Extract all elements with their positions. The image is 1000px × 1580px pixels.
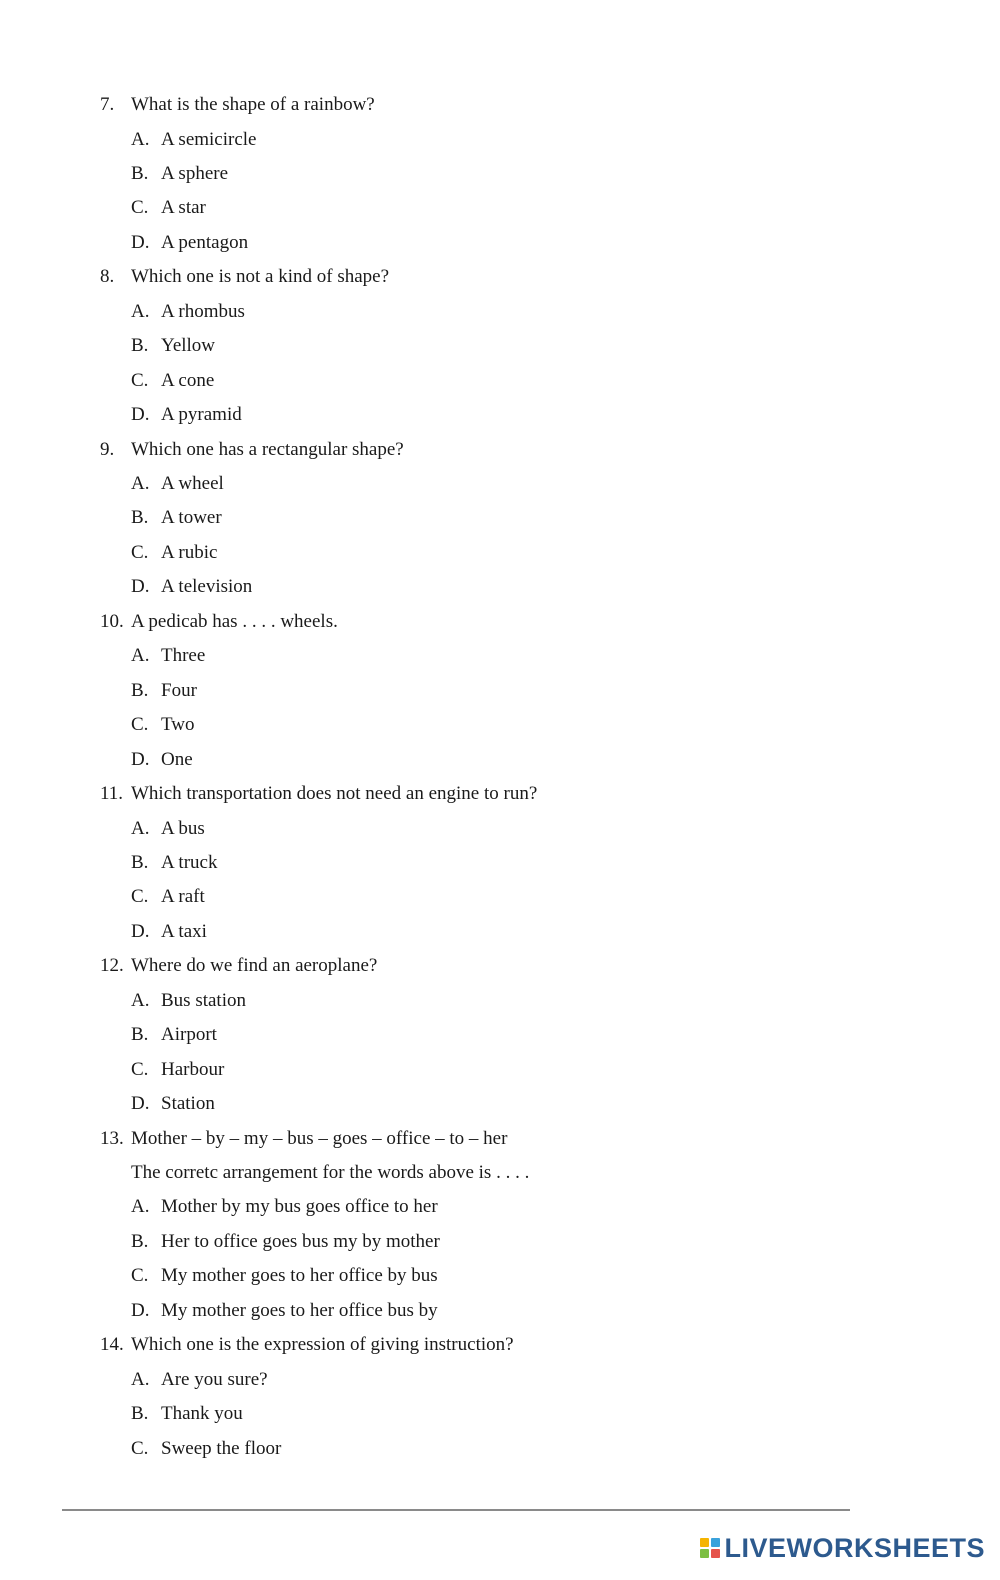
question-line: [100, 610, 338, 634]
option-letter: B.: [131, 507, 149, 529]
answer-option[interactable]: [131, 1058, 224, 1082]
answer-option[interactable]: [131, 334, 215, 358]
question-text: A pedicab has . . . . wheels.: [131, 610, 338, 632]
option-text: A truck: [161, 851, 218, 873]
option-text: Harbour: [161, 1058, 225, 1080]
option-letter: C.: [131, 1058, 149, 1080]
liveworksheets-logo[interactable]: [700, 1532, 985, 1564]
answer-option[interactable]: [131, 162, 228, 186]
option-letter: D.: [131, 1093, 150, 1115]
answer-option[interactable]: [131, 1230, 440, 1254]
option-text: Two: [161, 714, 195, 736]
option-letter: C.: [131, 369, 149, 391]
question-text: Which one is not a kind of shape?: [131, 266, 390, 288]
option-letter: A.: [131, 817, 150, 839]
answer-option[interactable]: [131, 748, 193, 772]
answer-option[interactable]: [131, 128, 257, 152]
option-letter: B.: [131, 1403, 149, 1425]
option-letter: D.: [131, 576, 150, 598]
question-line: [100, 265, 389, 289]
option-text: One: [161, 748, 193, 770]
option-letter: A.: [131, 1368, 150, 1390]
logo-text: LIVEWORKSHEETS: [724, 1532, 985, 1563]
question-number: 9.: [100, 438, 115, 460]
answer-option[interactable]: [131, 679, 197, 703]
option-letter: C.: [131, 1437, 149, 1459]
option-text: A bus: [161, 817, 205, 839]
logo-block: [700, 1538, 709, 1547]
answer-option[interactable]: [131, 231, 248, 255]
option-letter: A.: [131, 645, 150, 667]
answer-option[interactable]: [131, 1368, 268, 1392]
option-letter: A.: [131, 989, 150, 1011]
answer-option[interactable]: [131, 1023, 217, 1047]
answer-option[interactable]: [131, 575, 252, 599]
question-line: [100, 93, 375, 117]
question-subtext: The corretc arrangement for the words above is . . . .: [131, 1162, 530, 1183]
option-text: Her to office goes bus my by mother: [161, 1230, 440, 1252]
logo-blocks-icon: [700, 1538, 720, 1558]
option-text: A semicircle: [161, 128, 257, 150]
option-text: Airport: [161, 1024, 217, 1046]
footer-divider: [62, 1509, 850, 1511]
answer-option[interactable]: [131, 817, 205, 841]
option-text: Station: [161, 1093, 215, 1115]
option-text: Mother by my bus goes office to her: [161, 1196, 438, 1218]
question-line: [100, 782, 537, 806]
question-number: 11.: [100, 783, 124, 804]
option-letter: D.: [131, 1299, 150, 1321]
option-letter: C.: [131, 541, 149, 563]
option-letter: B.: [131, 851, 149, 873]
question-number: 13.: [100, 1127, 124, 1149]
answer-option[interactable]: [131, 196, 206, 220]
option-text: A wheel: [161, 473, 224, 494]
option-letter: A.: [131, 128, 150, 150]
question-subtext-line: [131, 1161, 529, 1185]
option-text: A pentagon: [161, 231, 249, 253]
question-number: 10.: [100, 610, 124, 632]
option-text: A rubic: [161, 541, 218, 563]
question-line: [100, 1333, 514, 1357]
option-text: Three: [161, 645, 206, 667]
option-text: A cone: [161, 369, 215, 391]
option-text: A television: [161, 576, 253, 598]
question-text: What is the shape of a rainbow?: [131, 94, 375, 115]
answer-option[interactable]: [131, 1299, 438, 1323]
question-text: Mother – by – my – bus – goes – office – to – her: [131, 1127, 508, 1149]
answer-option[interactable]: [131, 541, 217, 565]
option-letter: B.: [131, 335, 149, 357]
answer-option[interactable]: [131, 472, 224, 496]
answer-option[interactable]: [131, 713, 195, 737]
answer-option[interactable]: [131, 1195, 438, 1219]
option-letter: C.: [131, 197, 149, 219]
question-line: [100, 1127, 507, 1151]
option-text: A taxi: [161, 920, 207, 942]
option-text: A star: [161, 197, 206, 219]
question-line: [100, 954, 377, 978]
option-letter: D.: [131, 231, 150, 253]
option-text: Bus station: [161, 989, 246, 1011]
option-letter: B.: [131, 1024, 149, 1046]
answer-option[interactable]: [131, 403, 242, 427]
option-letter: B.: [131, 1230, 149, 1252]
logo-block: [700, 1549, 709, 1558]
option-letter: A.: [131, 1196, 150, 1218]
question-number: 14.: [100, 1334, 124, 1356]
answer-option[interactable]: [131, 851, 217, 875]
option-letter: D.: [131, 920, 150, 942]
option-letter: B.: [131, 679, 149, 701]
option-text: Thank you: [161, 1403, 243, 1425]
option-letter: C.: [131, 714, 149, 736]
option-letter: B.: [131, 162, 149, 184]
option-text: Four: [161, 679, 197, 701]
option-text: Yellow: [161, 335, 216, 357]
option-letter: A.: [131, 473, 150, 494]
answer-option[interactable]: [131, 369, 214, 393]
option-letter: C.: [131, 886, 149, 908]
question-line: [100, 438, 404, 462]
option-text: A tower: [161, 507, 222, 529]
answer-option[interactable]: [131, 989, 246, 1013]
option-text: A rhombus: [161, 300, 245, 322]
question-text: Which one has a rectangular shape?: [131, 438, 404, 460]
answer-option[interactable]: [131, 1402, 243, 1426]
option-text: My mother goes to her office by bus: [161, 1265, 438, 1287]
logo-block: [711, 1538, 720, 1547]
option-text: A pyramid: [161, 404, 242, 426]
question-number: 12.: [100, 955, 124, 977]
option-letter: A.: [131, 300, 150, 322]
option-text: My mother goes to her office bus by: [161, 1299, 438, 1321]
answer-option[interactable]: [131, 920, 207, 944]
option-text: A raft: [161, 886, 205, 908]
question-number: 8.: [100, 266, 115, 288]
option-text: A sphere: [161, 162, 229, 184]
answer-option[interactable]: [131, 885, 205, 909]
answer-option[interactable]: [131, 300, 245, 324]
answer-option[interactable]: [131, 1264, 438, 1288]
answer-option[interactable]: [131, 1437, 281, 1461]
logo-block: [711, 1549, 720, 1558]
answer-option[interactable]: [131, 1092, 215, 1116]
option-text: Sweep the floor: [161, 1437, 282, 1459]
question-text: Where do we find an aeroplane?: [131, 955, 378, 977]
answer-option[interactable]: [131, 644, 205, 668]
option-text: Are you sure?: [161, 1368, 268, 1390]
question-number: 7.: [100, 94, 115, 115]
answer-option[interactable]: [131, 506, 222, 530]
option-letter: C.: [131, 1265, 149, 1287]
option-letter: D.: [131, 748, 150, 770]
question-text: Which transportation does not need an engine to run?: [131, 783, 538, 804]
question-text: Which one is the expression of giving instruction?: [131, 1334, 514, 1356]
option-letter: D.: [131, 404, 150, 426]
